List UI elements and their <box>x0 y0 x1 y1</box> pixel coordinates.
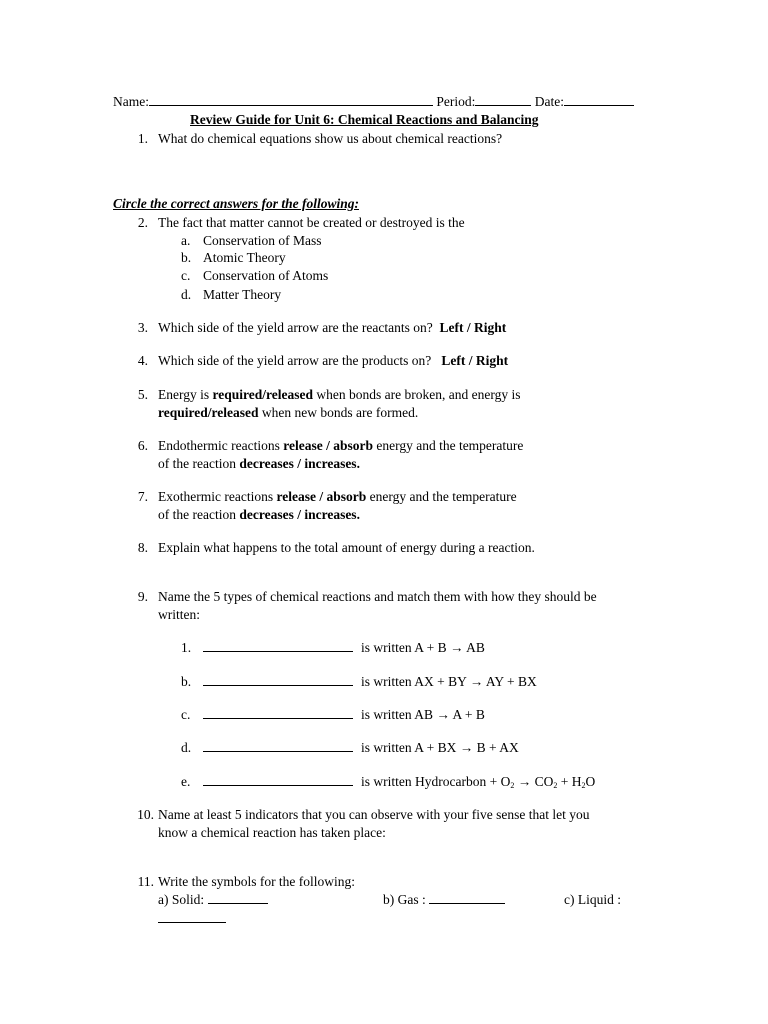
q8-text: Explain what happens to the total amount of energy during a reaction. <box>158 540 535 555</box>
q6-text-1: Endothermic reactions <box>158 438 284 453</box>
q11-text: Write the symbols for the following: <box>158 874 356 889</box>
q5-line2 <box>158 404 418 422</box>
q4-number: 4. <box>137 353 148 368</box>
item-letter: d. <box>181 740 192 755</box>
period-label: Period: <box>436 94 476 109</box>
q11-liquid <box>564 891 621 909</box>
q4-choice[interactable]: Left / Right <box>441 353 509 368</box>
answer-blank[interactable] <box>203 640 353 652</box>
liquid-blank[interactable] <box>158 911 226 923</box>
answer-blank[interactable] <box>203 674 353 686</box>
item-text: is written A + B → AB <box>361 640 485 655</box>
q3-choice[interactable]: Left / Right <box>439 320 507 335</box>
item-letter: e. <box>181 774 191 789</box>
answer-blank[interactable] <box>203 740 353 752</box>
q3-text: Which side of the yield arrow are the reactants on? <box>158 320 433 335</box>
q9-text-line2: written: <box>158 607 200 622</box>
name-field[interactable] <box>149 94 433 106</box>
item-letter: b. <box>181 674 192 689</box>
q5-choice-2[interactable]: required/released <box>158 405 259 420</box>
q9-item-d <box>181 739 519 757</box>
q4-text: Which side of the yield arrow are the products on? <box>158 353 432 368</box>
q3-number: 3. <box>137 320 148 335</box>
q10-number: 10. <box>137 807 154 822</box>
q11-liquid-blank-line <box>158 910 226 928</box>
q9-item-b <box>181 673 537 691</box>
q5-text-2: when bonds are broken, and energy is <box>313 387 521 402</box>
q9-item-c <box>181 706 485 724</box>
header-line <box>113 93 634 111</box>
q1-number: 1. <box>137 131 148 146</box>
q5-number: 5. <box>137 387 148 402</box>
option-text: Matter Theory <box>203 287 282 302</box>
q7-choice-2[interactable]: decreases / increases. <box>239 507 360 522</box>
q2-option-b[interactable] <box>181 249 286 267</box>
item-text: is written Hydrocarbon + $O_2 \to CO_2 + H_2O$ <box>361 774 596 790</box>
q9-text-line1: Name the 5 types of chemical reactions and match them with how they should be <box>158 589 597 604</box>
q7-text-3: of the reaction <box>158 507 240 522</box>
q2-text: The fact that matter cannot be created or destroyed is the <box>158 215 465 230</box>
solid-blank[interactable] <box>208 892 268 904</box>
item-letter: 1. <box>181 640 192 655</box>
q2-option-a[interactable] <box>181 232 322 250</box>
q5-text-1: Energy is <box>158 387 213 402</box>
gas-label: b) Gas : <box>383 892 426 907</box>
option-letter: d. <box>181 287 192 302</box>
q6-line1 <box>158 437 523 455</box>
item-text: is written A + BX → B + AX <box>361 740 519 755</box>
q10-text-line1: Name at least 5 indicators that you can observe with your five sense that let you <box>158 807 590 822</box>
option-letter: a. <box>181 233 191 248</box>
q7-text-1: Exothermic reactions <box>158 489 277 504</box>
item-text: is written AX + BY → AY + BX <box>361 674 537 689</box>
item-text: is written AB → A + B <box>361 707 485 722</box>
q6-line2 <box>158 455 360 473</box>
q6-text-2: energy and the temperature <box>376 438 524 453</box>
q9-number: 9. <box>137 589 148 604</box>
q2-option-c[interactable] <box>181 267 328 285</box>
answer-blank[interactable] <box>203 774 353 786</box>
q3-line <box>158 319 506 337</box>
period-field[interactable] <box>475 94 531 106</box>
q4-line <box>158 352 508 370</box>
page-title: Review Guide for Unit 6: Chemical Reactions and Balancing <box>190 112 539 127</box>
q7-text-2: energy and the temperature <box>369 489 517 504</box>
q7-line2 <box>158 506 360 524</box>
q6-number: 6. <box>137 438 148 453</box>
date-label: Date: <box>534 94 564 109</box>
option-letter: c. <box>181 268 191 283</box>
q11-gas <box>383 891 505 909</box>
q9-item-e <box>181 773 595 791</box>
q6-text-3: of the reaction <box>158 456 240 471</box>
q1-text: What do chemical equations show us about chemical reactions? <box>158 131 503 146</box>
option-text: Atomic Theory <box>203 250 286 265</box>
q5-choice-1[interactable]: required/released <box>212 387 313 402</box>
q6-choice-1[interactable]: release / absorb <box>283 438 373 453</box>
section-heading: Circle the correct answers for the following: <box>113 196 359 211</box>
q5-line1 <box>158 386 520 404</box>
q9-item-1 <box>181 639 485 657</box>
q10-text-line2: know a chemical reaction has taken place: <box>158 825 386 840</box>
q8-number: 8. <box>137 540 148 555</box>
gas-blank[interactable] <box>429 892 505 904</box>
date-field[interactable] <box>564 94 634 106</box>
q11-number: 11. <box>137 874 154 889</box>
name-label: Name: <box>113 94 149 109</box>
option-text: Conservation of Atoms <box>203 268 329 283</box>
q5-text-3: when new bonds are formed. <box>258 405 419 420</box>
q11-solid <box>158 891 268 909</box>
q7-line1 <box>158 488 517 506</box>
q6-choice-2[interactable]: decreases / increases. <box>239 456 360 471</box>
item-letter: c. <box>181 707 191 722</box>
liquid-label: c) Liquid : <box>564 892 621 907</box>
option-letter: b. <box>181 250 192 265</box>
q7-choice-1[interactable]: release / absorb <box>276 489 367 504</box>
q2-number: 2. <box>137 215 148 230</box>
q2-option-d[interactable] <box>181 286 281 304</box>
q7-number: 7. <box>137 489 148 504</box>
answer-blank[interactable] <box>203 707 353 719</box>
option-text: Conservation of Mass <box>203 233 322 248</box>
solid-label: a) Solid: <box>158 892 205 907</box>
